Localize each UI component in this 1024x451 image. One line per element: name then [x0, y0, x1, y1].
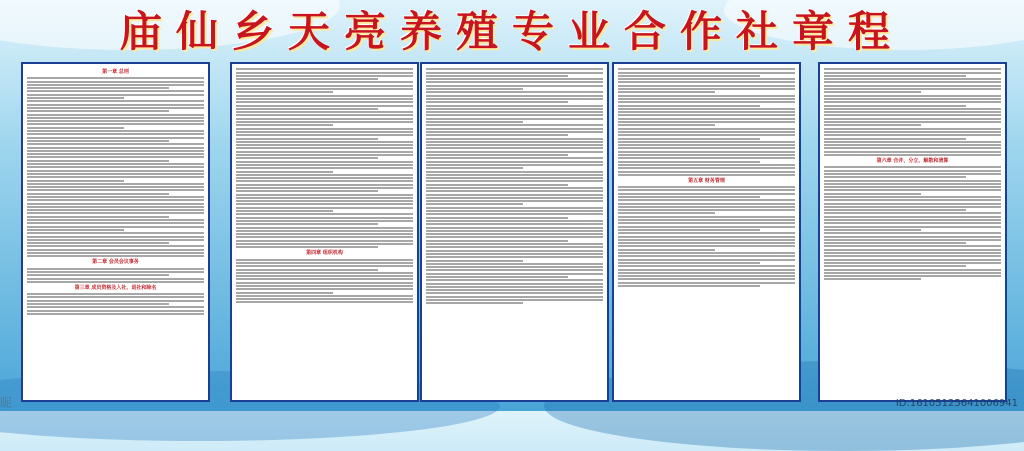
body-text-block [824, 68, 1001, 156]
chapter-heading: 第六章 合并、分立、解散和清算 [876, 158, 949, 165]
chapter-heading: 第一章 总则 [102, 69, 129, 75]
chapter-heading: 第二章 会员会议事务 [92, 259, 139, 266]
watermark-logo: 昵 [0, 396, 13, 410]
text-panel-5 [818, 62, 1007, 402]
body-text-block [426, 68, 603, 304]
body-text-block [27, 268, 204, 283]
body-text-block [618, 186, 795, 287]
body-text-block [27, 77, 204, 257]
body-text-block [27, 293, 204, 315]
text-panel-2 [230, 62, 419, 402]
body-text-block [618, 68, 795, 176]
chapter-heading: 第三章 成员资格及入社、退社和除名 [74, 284, 157, 291]
page-title: 庙仙乡天亮养殖专业合作社章程 [119, 7, 904, 56]
text-panel-4 [612, 62, 801, 402]
chapter-heading: 第四章 组织机构 [306, 250, 343, 257]
chapter-heading: 第五章 财务管理 [688, 177, 725, 184]
body-text-block [824, 166, 1001, 280]
text-panel-3 [420, 62, 609, 402]
body-text-block [236, 68, 413, 248]
watermark-id: ID:16105125641006941 [895, 398, 1018, 409]
body-text-block [236, 259, 413, 304]
text-panel-1 [21, 62, 210, 402]
